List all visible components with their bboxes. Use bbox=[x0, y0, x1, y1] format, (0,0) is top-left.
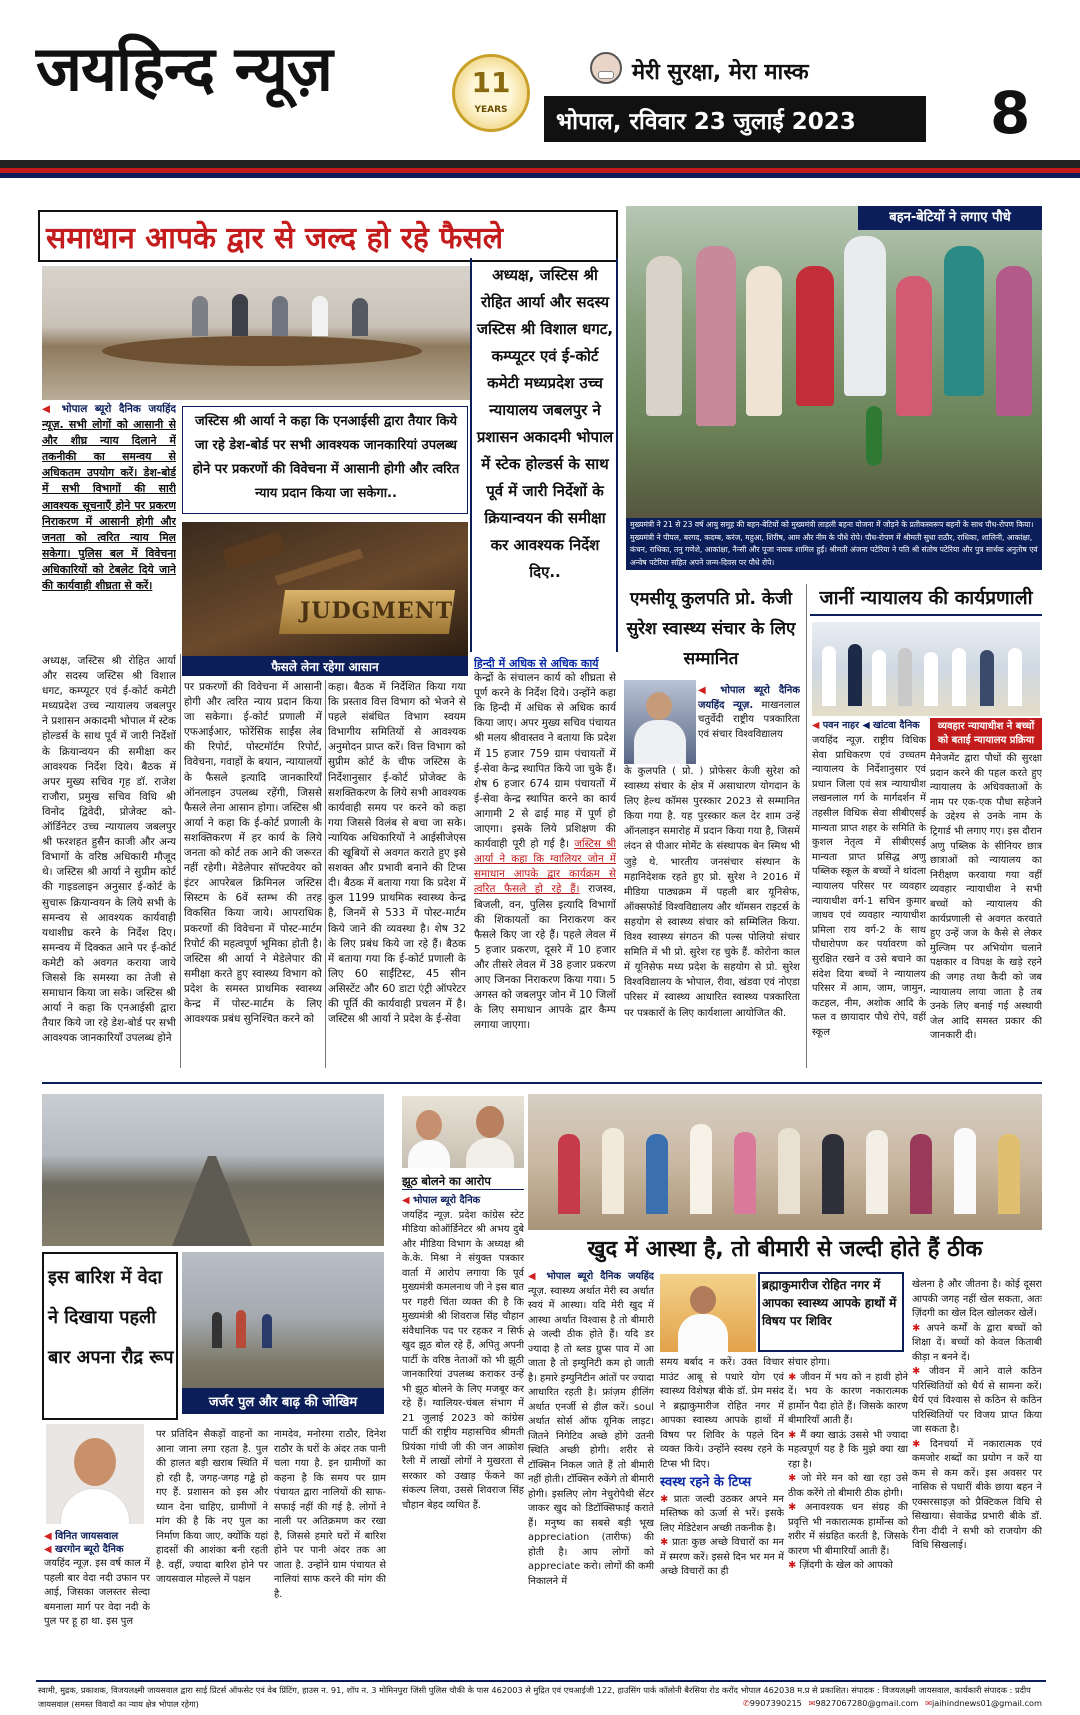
tip-item: ✱ अनावश्यक धन संग्रह की प्रवृत्ति भी नकारात्मक हार्मोन्स को शरीर में संग्रहित करती है, जिसके कारण भी बीमारियाँ आती हैं। bbox=[788, 1502, 908, 1557]
tip-item: ✱ दिनचर्या में नकारात्मक एवं कमजोर शब्दों का प्रयोग न करें या कम से कम करें। इस अवसर पर नासिक से पधारीं बीके छाया बहन ने एक्सरसाइज़ को प्रैक्टिकल विधि से सिखाया। सेवाकेंद्र प्रभारी बीके डॉ. रीना दीदी ने सभी को राजयोग की विधि सिखलाई। bbox=[912, 1438, 1042, 1551]
faith-photo bbox=[528, 1094, 1042, 1230]
tip-text: जीवन में आने वाले कठिन परिस्थितियों को धैर्य से सामना करें। धैर्य एवं विश्वास से कठिन से कठिन परिस्थितियों पर विजय प्राप्त किया जा सकता है। bbox=[912, 1366, 1042, 1435]
tip-item: ✱ ज़िंदगी के खेल को आपको bbox=[788, 1560, 893, 1571]
col2-body: पर प्रकरणों की विवेचना में आसानी होगी और त्वरित न्याय प्रदान किया जा सकेगा। ई-कोर्ट प्रणाली में एफआईआर, फोरेंसिक साईंस लेब की रिपोर्ट, पोस्टमॉर्टम रिपोर्ट, विवेचना, गवाहों के बयान, न्यायालयों के फैसले इत्यादि जानकारियाँ ऑनलाइन उपलब्ध रहेंगी, जिससे फैसले लेना आसान होगा। जस्टिस श्री आर्या ने कहा कि ई-कोर्ट प्रणाली के सशक्तिकरण में हर कार्य के लिये जनता को कोर्ट तक आने की जरूरत नहीं रहेगी। मेडेलेपार सॉफ्टवेयर को इंटर आपरेबल क्रिमिनल जस्टिस सिस्टम के 6वें स्तम्भ की तरह विकसित किया जाये। आपराधिक प्रकरणों की विवेचना में पोस्ट-मार्टम रिपोर्ट की महत्वपूर्ण भूमिका होती है। जस्टिस श्री आर्या ने मेडेलेपार की समीक्षा करते हुए स्वास्थ्य विभाग को प्रदेश के समस्त प्राथमिक स्वास्थ्य केन्द्र में पोस्ट-मार्टम के लिए आवश्यक प्रबंध सुनिश्चित करने को bbox=[184, 681, 322, 1026]
phone-icon: ✆ bbox=[742, 1698, 750, 1708]
tip-text: प्रातः कुछ अच्छे विचारों का मन में स्मरण करें। इससे दिन भर मन में अच्छे विचारों का ही bbox=[660, 1537, 784, 1577]
section-rule bbox=[42, 1082, 1042, 1084]
flood-byline: ◀ खरगोन ब्यूरो दैनिक bbox=[44, 1543, 150, 1557]
col3-body: कहा। बैठक में निर्देशित किया गया कि प्रस्ताव वित्त विभाग को भेजने से पहले संबंधित विभाग स्वयम विभागीय समितियों से आवश्यक अनुमोदन प्राप्त करें। वित्त विभाग को सुप्रीम कोर्ट के चीफ जस्टिस के निर्देशानुसार ई-कोर्ट प्रोजेक्ट के सशक्तिकरण के लिये सभी आवश्यक कार्यवाही समय पर करने को कहा गया जिससे विलंब से बचा जा सके। न्यायिक अधिकारियों ने आईसीजेएस की खूबियों से अवगत कराते हुए इसे सशक्त और प्रभावी बनाने की टिप्स दी। बैठक में बताया गया कि प्रदेश में कुल 1199 प्राथमिक स्वास्थ्य केन्द्र है, जिनमें से 533 में पोस्ट-मार्टम किये जाने की व्यवस्था है। शेष 32 के लिए प्रबंध किये जा रहे हैं। बैठक में बताया गया कि ई-कोर्ट प्रणाली के लिए 60 साईंटिस्ट, 45 सीन असिस्टेंट और 60 डाटा एंट्री ऑपरेटर की पूर्ति की कार्यवाही प्रचलन में है। जस्टिस श्री आर्या ने प्रदेश के ई-सेवा bbox=[328, 681, 466, 1026]
flood-col-a bbox=[44, 1543, 150, 1673]
tip-item: ✱ जीवन में आने वाले कठिन परिस्थितियों को धैर्य से सामना करें। धैर्य एवं विश्वास से कठिन से कठिन परिस्थितियों पर विजय प्राप्त किया जा सकता है। bbox=[912, 1366, 1042, 1435]
footer-contact2: 9827067280@gmail.com bbox=[815, 1698, 919, 1708]
flood-col-c: नामदेव, मनोरमा राठौर, दिनेश राठौर के घरों के अंदर तक पानी चला गया है. इन ग्रामीणों का कहना है कि समय पर ग्राम पंचायत द्वारा नालियों की साफ-सफाई नहीं की गई है. लोगों ने नाली पर अतिक्रमण कर रखा है, जिससे हमारे घरों में बारिश होने पर पानी अंदर तक आ जाता है. उन्होंने ग्राम पंचायत से नालियां साफ करने की मांग की है. bbox=[274, 1429, 386, 1600]
col4 bbox=[474, 656, 616, 1070]
slogan: मेरी सुरक्षा, मेरा मास्क bbox=[632, 60, 809, 85]
masthead-rule-black bbox=[0, 160, 1080, 168]
mail-icon-2: ✉ bbox=[925, 1698, 932, 1708]
faith-col-a-text: न्यूज़. स्वास्थ्य अर्थात मेरी स्व अर्थात स्वयं में आस्था। यदि मेरी खुद में आस्था अर्थात विश्वास है तो बीमारी से जल्दी ठीक होते हैं। यदि डर ज्यादा है तो ब्लड ग्रुप्स पाव में आ जाता है तो इम्युनिटी कम हो जाती है। हमारे इम्युनिटीन आंतों पर ज्यादा आधारित रहती है। फ्रांज़म हीलिंग अर्थात एनर्जी से हील करें। soul अर्थात सोर्स ऑफ यूनिक लाइट। जितने निगेटिव अच्छे होंगे उतनी स्थिति अच्छी होगी। शरीर से टॉक्सिन निकल जाते हैं तो बीमारी नहीं होती। टॉक्सिन रुकेंगे तो बीमारी होगी। इसलिए लोग नेचुरोपैथी सेंटर जाकर खुद को डिटॉक्सिफाई कराते हैं। मनुष्य का सबसे बड़ी भूख appreciation (तारीफ) की होती है। आप लोगों को appreciate करो। लोगों की कमी निकालने में bbox=[528, 1285, 654, 1587]
plantation-photo bbox=[626, 206, 1042, 568]
tip-item: ✱ मैं क्या खाऊं उससे भी ज्यादा महत्वपूर्ण यह है कि मुझे क्या खा रहा है। bbox=[788, 1429, 908, 1470]
footer-email: jaihindnews01@gmail.com bbox=[931, 1698, 1042, 1708]
msu-lead-text: माखनलाल चतुर्वेदी राष्ट्रीय पत्रकारिता एवं संचार विश्वविद्यालय bbox=[698, 699, 800, 740]
masthead bbox=[0, 0, 1080, 185]
mask-avatar-icon bbox=[590, 52, 622, 84]
col4-body-a: केन्द्रों के संचालन कार्य को शीघ्रता से पूर्ण करने के निर्देश दिये। उन्होंने कहा कि हिन्दी में अधिक से अधिक कार्य किया जाए। अपर मुख्य सचिव पंचायत श्री मलय श्रीवास्तव ने बताया कि प्रदेश में 15 हजार 759 ग्राम पंचायतों में ई-सेवा केन्द्र स्थापित किये जा चुके हैं। शेष 6 हजार 674 ग्राम पंचायतों में ई-सेवा केन्द्र स्थापित करने का कार्य आगामी 2 से ढाई माह में पूर्ण हो जाएगा। इसके लिये प्रशिक्षण की कार्यवाही पूरी हो गई है। bbox=[474, 672, 616, 851]
lie-photo bbox=[402, 1096, 524, 1168]
lead-byline: ◀ भोपाल ब्यूरो दैनिक जयहिंद bbox=[42, 403, 176, 415]
faith-col-a bbox=[528, 1270, 654, 1672]
footer-imprint: स्वामी, मुद्रक, प्रकाशक, विजयलक्ष्मी जायसवाल द्वारा साई प्रिंटर्स ऑफसेट एवं वेब प्रिंटिंग, हाउस न. 91, शॉप न. 3 मोमिनपुरा जिंसी पुलिस चौकी के पास 462003 से मुद्रित एवं एचआईजी 122, हाउसिंग पार्क कॉलोनी बैरसिया रोड करोंद भोपाल 462038 म.प्र से प्रकाशित। संपादक : विजयलक्ष्मी जायसवाल, कार्यकारी संपादक : प्रदीप जायसवाल (समस्त विवादों का न्याय क्षेत्र भोपाल रहेगा) bbox=[38, 1685, 1031, 1709]
msu-headline: एमसीयू कुलपति प्रो. केजी सुरेश स्वास्थ्य संचार के लिए सम्मानित bbox=[626, 589, 796, 669]
judgment-photo bbox=[182, 522, 468, 656]
faith-col-b bbox=[660, 1356, 784, 1672]
tip-item: ✱ प्रातः जल्दी उठकर अपने मन मस्तिष्क को ऊर्जा से भरें। इसके लिए मेडिटेशन अच्छी तकनीक है। bbox=[660, 1493, 784, 1534]
faith-byline: ◀ भोपाल ब्यूरो दैनिक जयहिंद bbox=[528, 1271, 654, 1282]
tip-item: ✱ जो मेरे मन को खा रहा उसे ठीक करेंगे तो बीमारी ठीक होगी। bbox=[788, 1473, 908, 1499]
tip-text: ज़िंदगी के खेल को आपको bbox=[799, 1560, 893, 1571]
judiciary-byline: ◀ पवन नाहर ◀ खांटवा दैनिक bbox=[812, 718, 930, 731]
flood-road-photo bbox=[42, 1094, 384, 1246]
pullquote: जस्टिस श्री आर्या ने कहा कि एनआईसी द्वारा तैयार किये जा रहे डेश-बोर्ड पर सभी आवश्यक जानकारियां उपलब्ध होने पर प्रकरणों की विवेचना में आसानी होगी और त्वरित न्याय प्रदान किया जा सकेगा.. bbox=[192, 414, 460, 501]
judgment-word: JUDGMENT bbox=[300, 598, 454, 624]
flood-col-b: पर प्रतिदिन सैकड़ों वाहनों का आना जाना लगा रहता है. पुल की हालत बड़ी खराब स्थिति में हो रही है, जगह-जगह गड्ढे हो गए हैं. प्रशासन को इस और ध्यान देना चाहिए, ग्रामीणों ने मांग की है कि नए पुल का निर्माण किया जाए, क्योंकि यहां हादसों की आशंका बनी रहती है. वहीं, ज्यादा बारिश होने पर जायसवाल मोहल्ले में पक्षन bbox=[156, 1429, 268, 1585]
lead-headline: समाधान आपके द्वार से जल्द हो रहे फैसले bbox=[46, 221, 504, 256]
masthead-rule-navy bbox=[0, 173, 1080, 178]
footer-contacts bbox=[0, 1698, 1042, 1712]
tip-text: अपने कर्मों के द्वारा बच्चों को शिक्षा दें। बच्चों को केवल किताबी कीड़ा न बनने दें। bbox=[912, 1322, 1042, 1363]
mail-icon-1: ✉ bbox=[808, 1698, 816, 1708]
msu-photo bbox=[624, 680, 696, 764]
lie-hed: झूठ बोलने का आरोप bbox=[402, 1174, 524, 1190]
reporter-name: ◀ विनित जायसवाल bbox=[44, 1528, 118, 1542]
tip-text: जो मेरे मन को खा रहा उसे ठीक करेंगे तो बीमारी ठीक होगी। bbox=[788, 1473, 908, 1499]
msu-body: के कुलपति ( प्रो. ) प्रोफेसर केजी सुरेश को स्वास्थ्य संचार के क्षेत्र में असाधारण योगदान के लिए हेल्थ कॉमस पुरस्कार 2023 से सम्मानित किया गया है. यह पुरस्कार कल देर शाम उन्हें ऑनलाइन समारोह में प्रदान किया गया है, जिसमें लंदन से पीआर मोमेंट के संस्थापक बेन स्मिथ भी जुड़े थे. भारतीय जनसंचार संस्थान के महानिदेशक रहते हुए प्रो. सुरेश ने 2016 में मीडिया पाठ्यक्रम में पहली बार यूनिसेफ, ऑक्सफोर्ड विश्वविद्यालय और थॉमसन राइटर्स के सहयोग से स्वास्थ्य संचार को सम्मिलित किया. विश्व स्वास्थ्य संगठन की पल्स पोलियो संचार समिति में भी प्रो. सुरेश रह चुके हैं. कोरोना काल में यूनिसेफ मध्य प्रदेश के सहयोग से प्रो. सुरेश विश्वविद्यालय के भोपाल, रीवा, खंडवा एवं नोएडा परिसर में स्वास्थ्य आधारित स्वास्थ्य पत्रकारिता पर पत्रकारों के लिए कार्यशाला आयोजित की. bbox=[624, 766, 800, 1019]
tip-text: जीवन में भय को न हावी होने दें। भय के कारण नकारात्मक हार्मोन पैदा होते हैं। जिसके कारण बीमारियाँ आती हैं। bbox=[788, 1371, 908, 1426]
faith-col-b-text: समय बर्बाद न करें। उक्त विचार माउंट आबू से पधारे योग एवं स्वास्थ्य विशेषज्ञ बीके डॉ. प्रेम मसंद ने ब्रह्माकुमारीज रोहित नगर में आपका स्वास्थ्य आपके हाथों में विषय पर शिविर के पहले दिन व्यक्त किये। उन्होंने स्वस्थ रहने के टिप्स भी दिए। bbox=[660, 1357, 784, 1470]
newspaper-name: जयहिन्द न्यूज़ bbox=[36, 32, 332, 105]
lie-body-text: जयहिंद न्यूज़. प्रदेश कांग्रेस स्टेट मीडिया कोऑर्डिनेटर श्री अभय दुबे और मीडिया विभाग के अध्यक्ष श्री के.के. मिश्रा ने संयुक्त पत्रकार वार्ता में आरोप लगाया कि पूर्व मुख्यमंत्री कमलनाथ जी ने इस बात पर गहरी चिंता व्यक्त की है कि मुख्यमंत्री श्री शिवराज सिंह चौहान संवैधानिक पद पर रहकर न सिर्फ खुद झूठ बोल रहे हैं, अपितु अपनी पार्टी के वरिष्ठ नेताओं को भी झूठी जानकारियां उपलब्ध कराकर उन्हें भी झूठ बोलने के लिए मजबूर कर रहे हैं। ग्वालियर-चंबल संभाग में 21 जुलाई 2023 को कांग्रेस पार्टी की राष्ट्रीय महासचिव श्रीमती प्रियंका गांधी जी की जन आक्रोश रैली में लाखों लोगों ने मुखरता से सरकार को उखाड़ फेंकने का संकल्प लिया, उससे शिवराज सिंह चौहान बेहद व्यथित हैं. bbox=[402, 1209, 524, 1511]
dateline: भोपाल, रविवार 23 जुलाई 2023 bbox=[556, 109, 856, 135]
col1-intro bbox=[42, 402, 176, 652]
faith-speaker-photo bbox=[660, 1274, 756, 1352]
tip-text: प्रातः जल्दी उठकर अपने मन मस्तिष्क को ऊर्जा से भरें। इसके लिए मेडिटेशन अच्छी तकनीक है। bbox=[660, 1493, 784, 1534]
plantation-tag: बहन-बेटियों ने लगाए पौधे bbox=[858, 206, 1042, 230]
msu-byline: ◀ भोपाल ब्यूरो दैनिक जयहिंद न्यूज़. bbox=[698, 685, 800, 711]
tip-item: ✱ प्रातः कुछ अच्छे विचारों का मन में स्मरण करें। इससे दिन भर मन में अच्छे विचारों का ही bbox=[660, 1537, 784, 1577]
footer-rule bbox=[36, 1680, 1046, 1682]
col1-body: अध्यक्ष, जस्टिस श्री रोहित आर्या और सदस्य जस्टिस श्री विशाल धगट, कम्प्यूटर एवं ई-कोर्ट कमेटी मध्यप्रदेश उच्च न्यायालय जबलपुर ने प्रशासन अकादमी भोपाल में स्टेक होल्डर्स के साथ पूर्व में जारी निर्देशों के क्रियान्वयन की समीक्षा कर आवश्यक निर्देश दिये। बैठक में अपर मुख्य सचिव गृह डॉ. राजेश राजौरा, प्रमुख सचिव विधि श्री विनोद द्विवेदी, प्रोजेक्ट को-ऑर्डिनेटर उच्च न्यायालय जबलपुर श्री फरशहत हुसैन काजी और अन्य विभागों के वरिष्ठ अधिकारी मौजूद थे। जस्टिस श्री आर्या ने सुप्रीम कोर्ट की गाइडलाइन अनुसार ई-कोर्ट के सुचारू क्रियान्वयन के लिये सभी के समन्वय से आवश्यक कार्यवाही यथाशीघ्र करने के निर्देश दिए। समन्वय में दिक्कत आने पर ई-कोर्ट कमेटी को अवगत कराया जाये जिससे कि समस्या का तेजी से समाधान किया जा सके। जस्टिस श्री आर्या ने कहा कि एनआईसी द्वारा तैयार किये जा रहे डेश-बोर्ड पर सभी आवश्यक जानकारियाँ उपलब्ध होने bbox=[42, 655, 176, 1045]
lead-deck: अध्यक्ष, जस्टिस श्री रोहित आर्या और सदस्य जस्टिस श्री विशाल धगट, कम्प्यूटर एवं ई-कोर्ट कमेटी मध्यप्रदेश उच्च न्यायालय जबलपुर ने प्रशासन अकादमी भोपाल में स्टेक होल्डर्स के साथ पूर्व में जारी निर्देशों के क्रियान्वयन की समीक्षा कर आवश्यक निर्देश दिए.. bbox=[476, 266, 614, 581]
page-number: 8 bbox=[990, 79, 1031, 147]
tips-heading: स्वस्थ रहने के टिप्स bbox=[660, 1475, 752, 1490]
meeting-photo bbox=[42, 266, 470, 400]
tip-text: मैं क्या खाऊं उससे भी ज्यादा महत्वपूर्ण यह है कि मुझे क्या खा रहा है। bbox=[788, 1429, 908, 1470]
faith-col-c-lead: संचार होगा। bbox=[788, 1357, 831, 1368]
flood-col-a-text: जयहिंद न्यूज़. इस वर्ष काल में पहली बार वेदा नदी उफान पर आई, जिसका जलस्तर सेल्दा बमनाला मार्ग पर वेदा नदी के पुल पर हू हा था. इस पुल bbox=[44, 1558, 150, 1628]
tip-text: दिनचर्या में नकारात्मक एवं कमजोर शब्दों का प्रयोग न करें या कम से कम करें। इस अवसर पर नासिक से पधारीं बीके छाया बहन ने एक्सरसाइज़ को प्रैक्टिकल विधि से सिखाया। सेवाकेंद्र प्रभारी बीके डॉ. रीना दीदी ने सभी को राजयोग की विधि सिखलाई। bbox=[912, 1438, 1042, 1551]
judiciary-tag: व्यवहार न्यायाधीश ने बच्चों को बताई न्यायालय प्रक्रिया bbox=[930, 718, 1042, 750]
reporter-photo bbox=[46, 1424, 144, 1524]
tip-text: अनावश्यक धन संग्रह की प्रवृत्ति भी नकारात्मक हार्मोन्स को शरीर में संग्रहित करती है, जिसके कारण भी बीमारियाँ आती हैं। bbox=[788, 1502, 908, 1557]
tip-item: ✱ अपने कर्मों के द्वारा बच्चों को शिक्षा दें। बच्चों को केवल किताबी कीड़ा न बनने दें। bbox=[912, 1322, 1042, 1363]
lie-byline: ◀ भोपाल ब्यूरो दैनिक bbox=[402, 1194, 524, 1209]
col4-body-b: राजस्व, बिजली, वन, पुलिस इत्यादि विभागों की शिकायतों का निराकरण कर फैसले किए जा रहे हैं। पहले लेवल में 5 हजार प्रकरण, दूसरे में 10 हजार और तीसरे लेवल में 38 हजार प्रकरण आए जिनका निराकरण किया गया। 5 अगस्त को जबलपुर जोन में 10 जिलों के लिए समाधान आपके द्वार कैम्प लगाया जाएगा। bbox=[474, 883, 616, 1032]
msu-lead bbox=[698, 684, 800, 764]
tips-list-b bbox=[660, 1493, 784, 1580]
faith-col-c bbox=[788, 1356, 908, 1672]
tip-item: ✱ जीवन में भय को न हावी होने दें। भय के कारण नकारात्मक हार्मोन पैदा होते हैं। जिसके कारण बीमारियाँ आती हैं। bbox=[788, 1371, 908, 1426]
col4-subhead: हिन्दी में अधिक से अधिक कार्य bbox=[474, 657, 599, 670]
anniversary-number: 11 bbox=[471, 66, 511, 99]
judiciary-body-a: जयहिंद न्यूज़. राष्ट्रीय विधिक सेवा प्राधिकरण एवं उच्चतम न्यायालय के निर्देशानुसार एवं प्रधान जिला एवं सत्र न्यायाधीश लखनलाल गर्ग के मार्गदर्शन में तहसील विधिक सेवा सीबीएसई मान्यता प्राप्त शहर के समिति के कुशल नेतृत्व में सीबीएसई मान्यता प्राप्त प्रसिद्ध अणु पब्लिक स्कूल के बच्चों ने थांदला न्यायालय परिसर पर व्यवहार न्यायाधीश वर्ग-1 सचिन कुमार जाधव एवं व्यवहार न्यायाधीश प्रमिला राय वर्ग-2 के साथ पौधारोपण कर पर्यावरण को सुरक्षित रखने व उसे बचाने का संदेश दिया बच्चों ने न्यायालय परिसर में आम, जाम, जामुन, कटहल, नीम, अशोक आदि के फल व छायादार पौधे रोपे, वहीं स्कूल bbox=[812, 735, 926, 1038]
anniversary-badge bbox=[452, 54, 530, 132]
footer-phone: 9907390215 bbox=[749, 1698, 802, 1708]
judiciary-headline: जानीं न्यायालय की कार्यप्रणाली bbox=[810, 584, 1042, 616]
col4-highlight: जस्टिस श्री आर्या ने कहा कि ग्वालियर जोन में समाधान आपके द्वार कार्यक्रम से त्वरित फैसले हो रहे हैं। bbox=[474, 838, 616, 896]
bridge-caption: जर्जर पुल और बाढ़ की जोखिम bbox=[208, 1395, 358, 1410]
faith-headline: खुद में आस्था है, तो बीमारी से जल्दी होते हैं ठीक bbox=[587, 1237, 983, 1262]
judiciary-photo bbox=[812, 622, 1040, 716]
col1-lead: न्यूज़. सभी लोगों को आसानी से और शीघ्र न्याय दिलाने में तकनीकी का समन्वय से अधिकतम उपयोग करें। डेश-बोर्ड में सभी विभागों की सारी आवश्यक सूचनाएँ होने पर प्रकरण निराकरण में आसानी होगी और जनता को त्वरित न्याय मिल सकेगा। पुलिस बल में विवेचना अधिकारियों को टेबलेट दिये जाने की कार्यवाही शीघ्रता से करें। bbox=[42, 418, 176, 593]
judgment-caption: फैसले लेना रहेगा आसान bbox=[271, 660, 379, 674]
anniversary-label: YEARS bbox=[474, 105, 508, 115]
faith-col-d bbox=[912, 1278, 1042, 1672]
plantation-caption: मुख्यमंत्री ने 21 से 23 वर्ष आयु समूह की बहन-बेटियों को मुख्यमंत्री लाड़ली बहना योजना में जोड़ने के प्रतीकस्वरूप बहनों के साथ पौध-रोपण किया। मुख्यमंत्री ने पीपल, बरगद, कदम्ब, करंज, महुआ, शिरीष, आम और नीम के पौधे रोपे। पौध-रोपण में श्रीमती सुधा राठौर, राधिका, शालिनी, आकांक्षा, कंचन, राधिका, तनु गणेशे, आकांक्षा, नैन्सी और पूजा नायक शामिल हुईं। श्रीमती अंजना पटेरिया ने पति श्री संतोष पटेरिया और पुत्र सार्थक अनुतोष एवं अन्वेष पटेरिया सहित अपने जन्म-दिवस पर पौधे रोपे। bbox=[626, 518, 1042, 570]
flood-hed: इस बारिश में वेदा ने दिखाया पहली बार अपना रौद्र रूप bbox=[48, 1267, 174, 1368]
lie-body bbox=[402, 1194, 524, 1672]
judiciary-body-b: मैनेजमेंट द्वारा पौधों की सुरक्षा प्रदान करने की पहल करते हुए न्यायालय के अधिवक्ताओं के नाम पर एक-एक पौधा सहेजने के उद्देश्य से उनके नाम के ट्रिगार्ड भी लगाए गए। इस दौरान अणु पब्लिक के सीनियर छात्र छात्राओं को न्यायालय का निरीक्षण करवाया गया वहीं व्यवहार न्यायाधीश ने सभी बच्चों को न्यायालय की कार्यप्रणाली से अवगत करवाते हुए उन्हें जज के कैसे से लेकर मुल्जिम पर अभियोग चलाने पक्षकार व विपक्ष के खड़े रहने की जगह तथा कैदी को जब न्यायालय लाया जाता है तब उनके लिए बनाई गई अस्थायी जेल आदि समस्त प्रकार की जानकारी दी। bbox=[930, 753, 1042, 1042]
faith-col-d-lead: खेलना है और जीतना है। कोई दूसरा आपकी जगह नहीं खेल सकता, अतः ज़िंदगी का खेल दिल खोलकर खेलें। bbox=[912, 1279, 1042, 1319]
faith-promo: ब्रह्माकुमारीज रोहित नगर में आपका स्वास्थ्य आपके हाथों में विषय पर शिविर bbox=[762, 1278, 897, 1328]
